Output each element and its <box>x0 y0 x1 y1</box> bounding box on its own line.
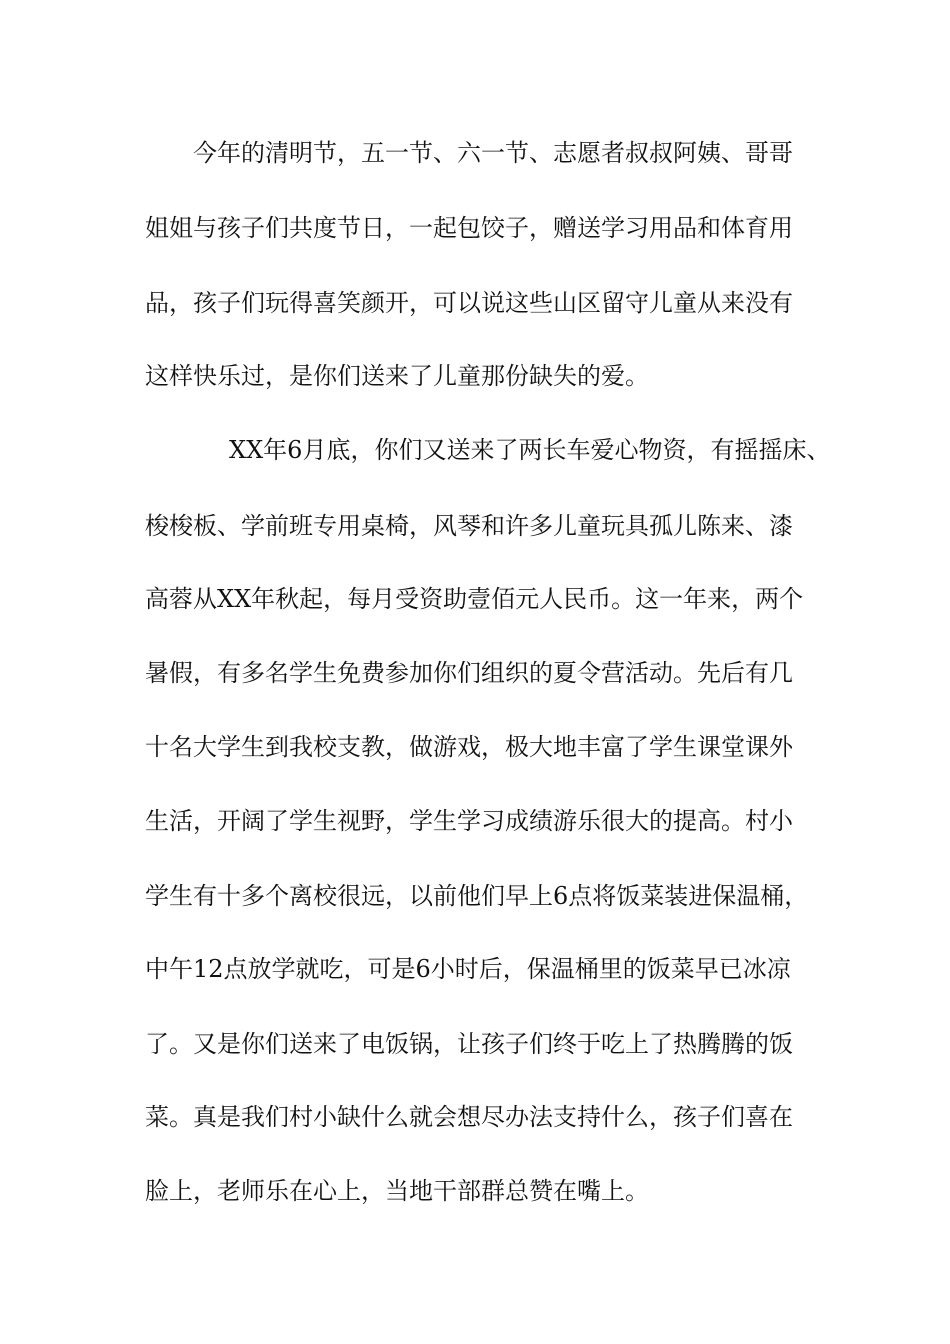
paragraph-2-line-10: 菜。真是我们村小缺什么就会想尽办法支持什么，孩子们喜在 <box>145 1103 793 1131</box>
paragraph-2-line-11: 脸上，老师乐在心上，当地干部群总赞在嘴上。 <box>145 1177 649 1205</box>
paragraph-2-line-5: 十名大学生到我校支教，做游戏，极大地丰富了学生课堂课外 <box>145 733 793 761</box>
paragraph-2-line-3: 高蓉从XX年秋起，每月受资助壹佰元人民币。这一年来，两个 <box>145 585 804 613</box>
paragraph-2-line-6: 生活，开阔了学生视野，学生学习成绩游乐很大的提高。村小 <box>145 807 793 835</box>
paragraph-2-line-4: 暑假，有多名学生免费参加你们组织的夏令营活动。先后有几 <box>145 659 793 687</box>
paragraph-1-line-2: 姐姐与孩子们共度节日，一起包饺子，赠送学习用品和体育用 <box>145 214 793 242</box>
paragraph-2-line-9: 了。又是你们送来了电饭锅，让孩子们终于吃上了热腾腾的饭 <box>145 1030 793 1058</box>
paragraph-2-line-2: 梭梭板、学前班专用桌椅，风琴和许多儿童玩具孤儿陈来、漆 <box>145 512 793 540</box>
paragraph-2-line-7: 学生有十多个离校很远，以前他们早上6点将饭菜装进保温桶， <box>145 882 809 910</box>
paragraph-1-line-4: 这样快乐过，是你们送来了儿童那份缺失的爱。 <box>145 362 649 390</box>
paragraph-1-line-3: 品，孩子们玩得喜笑颜开，可以说这些山区留守儿童从来没有 <box>145 289 793 317</box>
paragraph-2-line-8: 中午12点放学就吃，可是6小时后，保温桶里的饭菜早已冰凉 <box>145 955 791 983</box>
paragraph-1-line-1: 今年的清明节，五一节、六一节、志愿者叔叔阿姨、哥哥 <box>193 139 793 167</box>
paragraph-2-line-1: XX年6月底，你们又送来了两长车爱心物资，有摇摇床、 <box>229 436 831 464</box>
